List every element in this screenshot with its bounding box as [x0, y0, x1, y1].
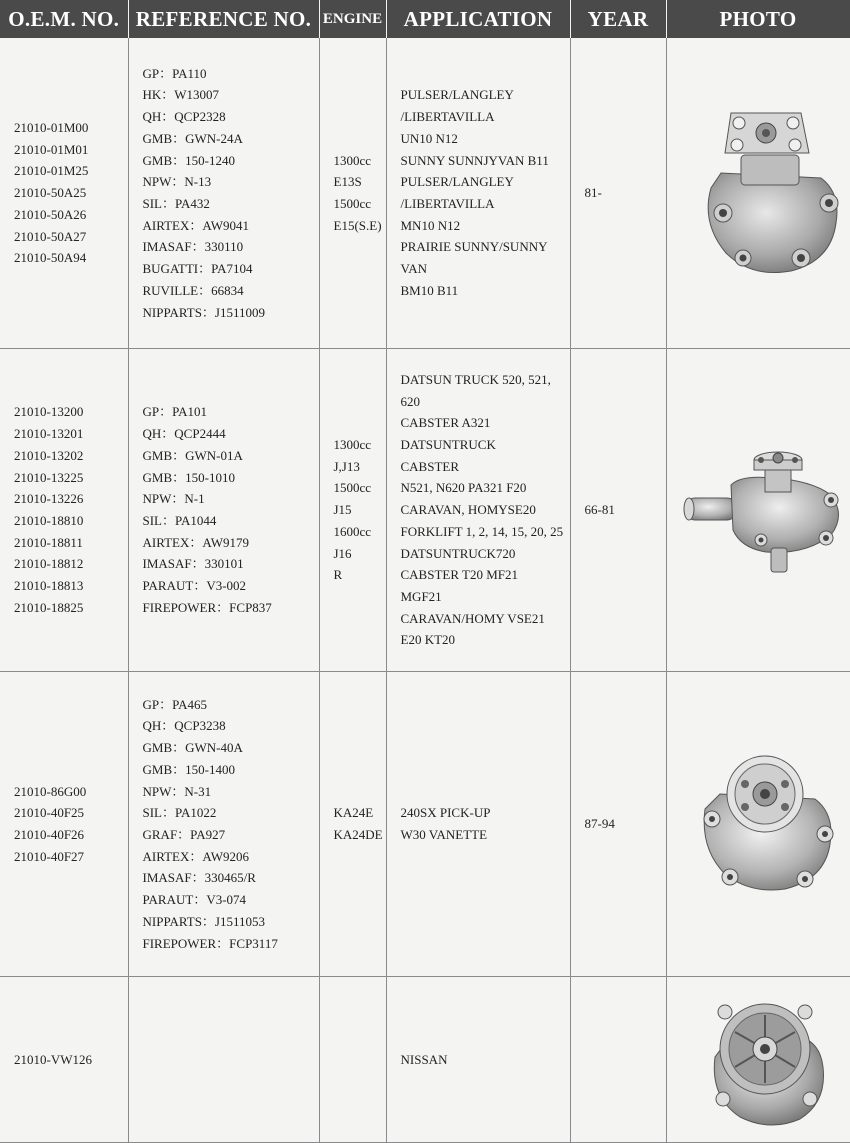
cell-line: QH：QCP2444: [143, 423, 319, 445]
year-cell: 87-94: [570, 672, 666, 977]
cell-line: GMB：GWN-40A: [143, 737, 319, 759]
cell-line: PARAUT：V3-002: [143, 575, 319, 597]
cell-line: 21010-40F25: [14, 802, 128, 824]
cell-line: PARAUT：V3-074: [143, 889, 319, 911]
table-row: [0, 38, 850, 349]
cell-line: GP：PA101: [143, 401, 319, 423]
reference-cell: [128, 38, 319, 349]
cell-line: GMB：150-1400: [143, 759, 319, 781]
cell-line: NPW：N-31: [143, 781, 319, 803]
cell-line: VAN: [401, 258, 570, 280]
cell-line: 21010-86G00: [14, 781, 128, 803]
cell-line: NPW：N-13: [143, 171, 319, 193]
reference-cell: [128, 349, 319, 672]
cell-line: E13S: [334, 171, 386, 193]
cell-line: 1500cc: [334, 193, 386, 215]
cell-line: /LIBERTAVILLA: [401, 193, 570, 215]
cell-line: RUVILLE：66834: [143, 280, 319, 302]
cell-line: 21010-01M25: [14, 160, 128, 182]
water-pump-impeller-icon: [695, 987, 835, 1132]
cell-line: CARAVAN, HOMYSE20: [401, 499, 570, 521]
cell-line: 21010-13202: [14, 445, 128, 467]
cell-line: FIREPOWER：FCP3117: [143, 933, 319, 955]
cell-line: 21010-50A94: [14, 247, 128, 269]
cell-line: 620: [401, 391, 570, 413]
cell-line: 21010-13225: [14, 467, 128, 489]
cell-line: IMASAF：330465/R: [143, 867, 319, 889]
photo-cell: [666, 977, 850, 1143]
cell-line: AIRTEX：AW9041: [143, 215, 319, 237]
cell-line: SUNNY SUNNJYVAN B11: [401, 150, 570, 172]
cell-line: CABSTER: [401, 456, 570, 478]
header-engine: ENGINE: [319, 0, 386, 38]
cell-line: /LIBERTAVILLA: [401, 106, 570, 128]
cell-line: FORKLIFT 1, 2, 14, 15, 20, 25: [401, 521, 570, 543]
year-cell: [570, 977, 666, 1143]
water-pump-with-pipe-icon: [681, 440, 850, 580]
cell-line: 21010-50A26: [14, 204, 128, 226]
cell-line: N521, N620 PA321 F20: [401, 477, 570, 499]
cell-line: GRAF：PA927: [143, 824, 319, 846]
table-row: [0, 349, 850, 672]
cell-line: 21010-13201: [14, 423, 128, 445]
application-cell: [386, 977, 570, 1143]
cell-line: 21010-50A25: [14, 182, 128, 204]
cell-line: PRAIRIE SUNNY/SUNNY: [401, 236, 570, 258]
cell-line: W30 VANETTE: [401, 824, 570, 846]
engine-cell: [319, 38, 386, 349]
header-photo: PHOTO: [666, 0, 850, 38]
cell-line: 21010-18810: [14, 510, 128, 532]
cell-line: AIRTEX：AW9206: [143, 846, 319, 868]
cell-line: 1300cc: [334, 150, 386, 172]
cell-line: NPW：N-1: [143, 488, 319, 510]
cell-line: HK：W13007: [143, 84, 319, 106]
cell-line: GMB：150-1010: [143, 467, 319, 489]
cell-line: 21010-01M01: [14, 139, 128, 161]
engine-cell: [319, 349, 386, 672]
cell-line: GP：PA465: [143, 694, 319, 716]
oem-cell: [0, 38, 128, 349]
cell-line: KA24E: [334, 802, 386, 824]
cell-line: SIL：PA1044: [143, 510, 319, 532]
cell-line: AIRTEX：AW9179: [143, 532, 319, 554]
cell-line: BM10 B11: [401, 280, 570, 302]
cell-line: GMB：GWN-24A: [143, 128, 319, 150]
cell-line: CABSTER A321: [401, 412, 570, 434]
cell-line: CABSTER T20 MF21: [401, 564, 570, 586]
cell-line: 240SX PICK-UP: [401, 802, 570, 824]
water-pump-round-pulley-icon: [690, 749, 840, 899]
cell-line: E15(S.E): [334, 215, 386, 237]
cell-line: 21010-18811: [14, 532, 128, 554]
cell-line: MGF21: [401, 586, 570, 608]
cell-line: QH：QCP2328: [143, 106, 319, 128]
water-pump-square-flange-icon: [681, 93, 850, 293]
cell-line: 1600cc: [334, 521, 386, 543]
cell-line: SIL：PA1022: [143, 802, 319, 824]
cell-line: MN10 N12: [401, 215, 570, 237]
oem-cell: [0, 349, 128, 672]
cell-line: IMASAF：330101: [143, 553, 319, 575]
cell-line: IMASAF：330110: [143, 236, 319, 258]
cell-line: NISSAN: [401, 1049, 570, 1071]
header-year: YEAR: [570, 0, 666, 38]
application-cell: [386, 349, 570, 672]
cell-line: 21010-40F26: [14, 824, 128, 846]
reference-cell: [128, 977, 319, 1143]
photo-cell: [666, 349, 850, 672]
application-cell: [386, 672, 570, 977]
cell-line: GP：PA110: [143, 63, 319, 85]
cell-line: 21010-18813: [14, 575, 128, 597]
reference-cell: [128, 672, 319, 977]
header-application: APPLICATION: [386, 0, 570, 38]
oem-cell: [0, 672, 128, 977]
engine-cell: [319, 977, 386, 1143]
photo-cell: [666, 672, 850, 977]
cell-line: PULSER/LANGLEY: [401, 84, 570, 106]
cell-line: J,J13: [334, 456, 386, 478]
application-cell: [386, 38, 570, 349]
cell-line: BUGATTI：PA7104: [143, 258, 319, 280]
cell-line: KA24DE: [334, 824, 386, 846]
cell-line: R: [334, 564, 386, 586]
cell-line: 21010-VW126: [14, 1049, 128, 1071]
cell-line: UN10 N12: [401, 128, 570, 150]
cell-line: GMB：GWN-01A: [143, 445, 319, 467]
cell-line: NIPPARTS：J1511053: [143, 911, 319, 933]
cell-line: 21010-01M00: [14, 117, 128, 139]
year-cell: 66-81: [570, 349, 666, 672]
year-cell: 81-: [570, 38, 666, 349]
cell-line: 21010-18812: [14, 553, 128, 575]
table-row: [0, 672, 850, 977]
cell-line: SIL：PA432: [143, 193, 319, 215]
cell-line: CARAVAN/HOMY VSE21: [401, 608, 570, 630]
cell-line: 21010-13200: [14, 401, 128, 423]
cell-line: GMB：150-1240: [143, 150, 319, 172]
cell-line: 21010-50A27: [14, 226, 128, 248]
cell-line: J16: [334, 543, 386, 565]
header-reference: REFERENCE NO.: [128, 0, 319, 38]
cell-line: DATSUNTRUCK: [401, 434, 570, 456]
cell-line: 21010-18825: [14, 597, 128, 619]
cell-line: DATSUNTRUCK720: [401, 543, 570, 565]
cell-line: 1300cc: [334, 434, 386, 456]
cell-line: DATSUN TRUCK 520, 521,: [401, 369, 570, 391]
cell-line: 21010-13226: [14, 488, 128, 510]
photo-cell: [666, 38, 850, 349]
cell-line: NIPPARTS：J1511009: [143, 302, 319, 324]
cell-line: 1500cc: [334, 477, 386, 499]
cell-line: 21010-40F27: [14, 846, 128, 868]
cell-line: J15: [334, 499, 386, 521]
header-oem: O.E.M. NO.: [0, 0, 128, 38]
oem-cell: [0, 977, 128, 1143]
cell-line: E20 KT20: [401, 629, 570, 651]
table-row: [0, 977, 850, 1143]
engine-cell: [319, 672, 386, 977]
header-row: [0, 0, 850, 38]
cell-line: PULSER/LANGLEY: [401, 171, 570, 193]
cell-line: QH：QCP3238: [143, 715, 319, 737]
cell-line: FIREPOWER：FCP837: [143, 597, 319, 619]
